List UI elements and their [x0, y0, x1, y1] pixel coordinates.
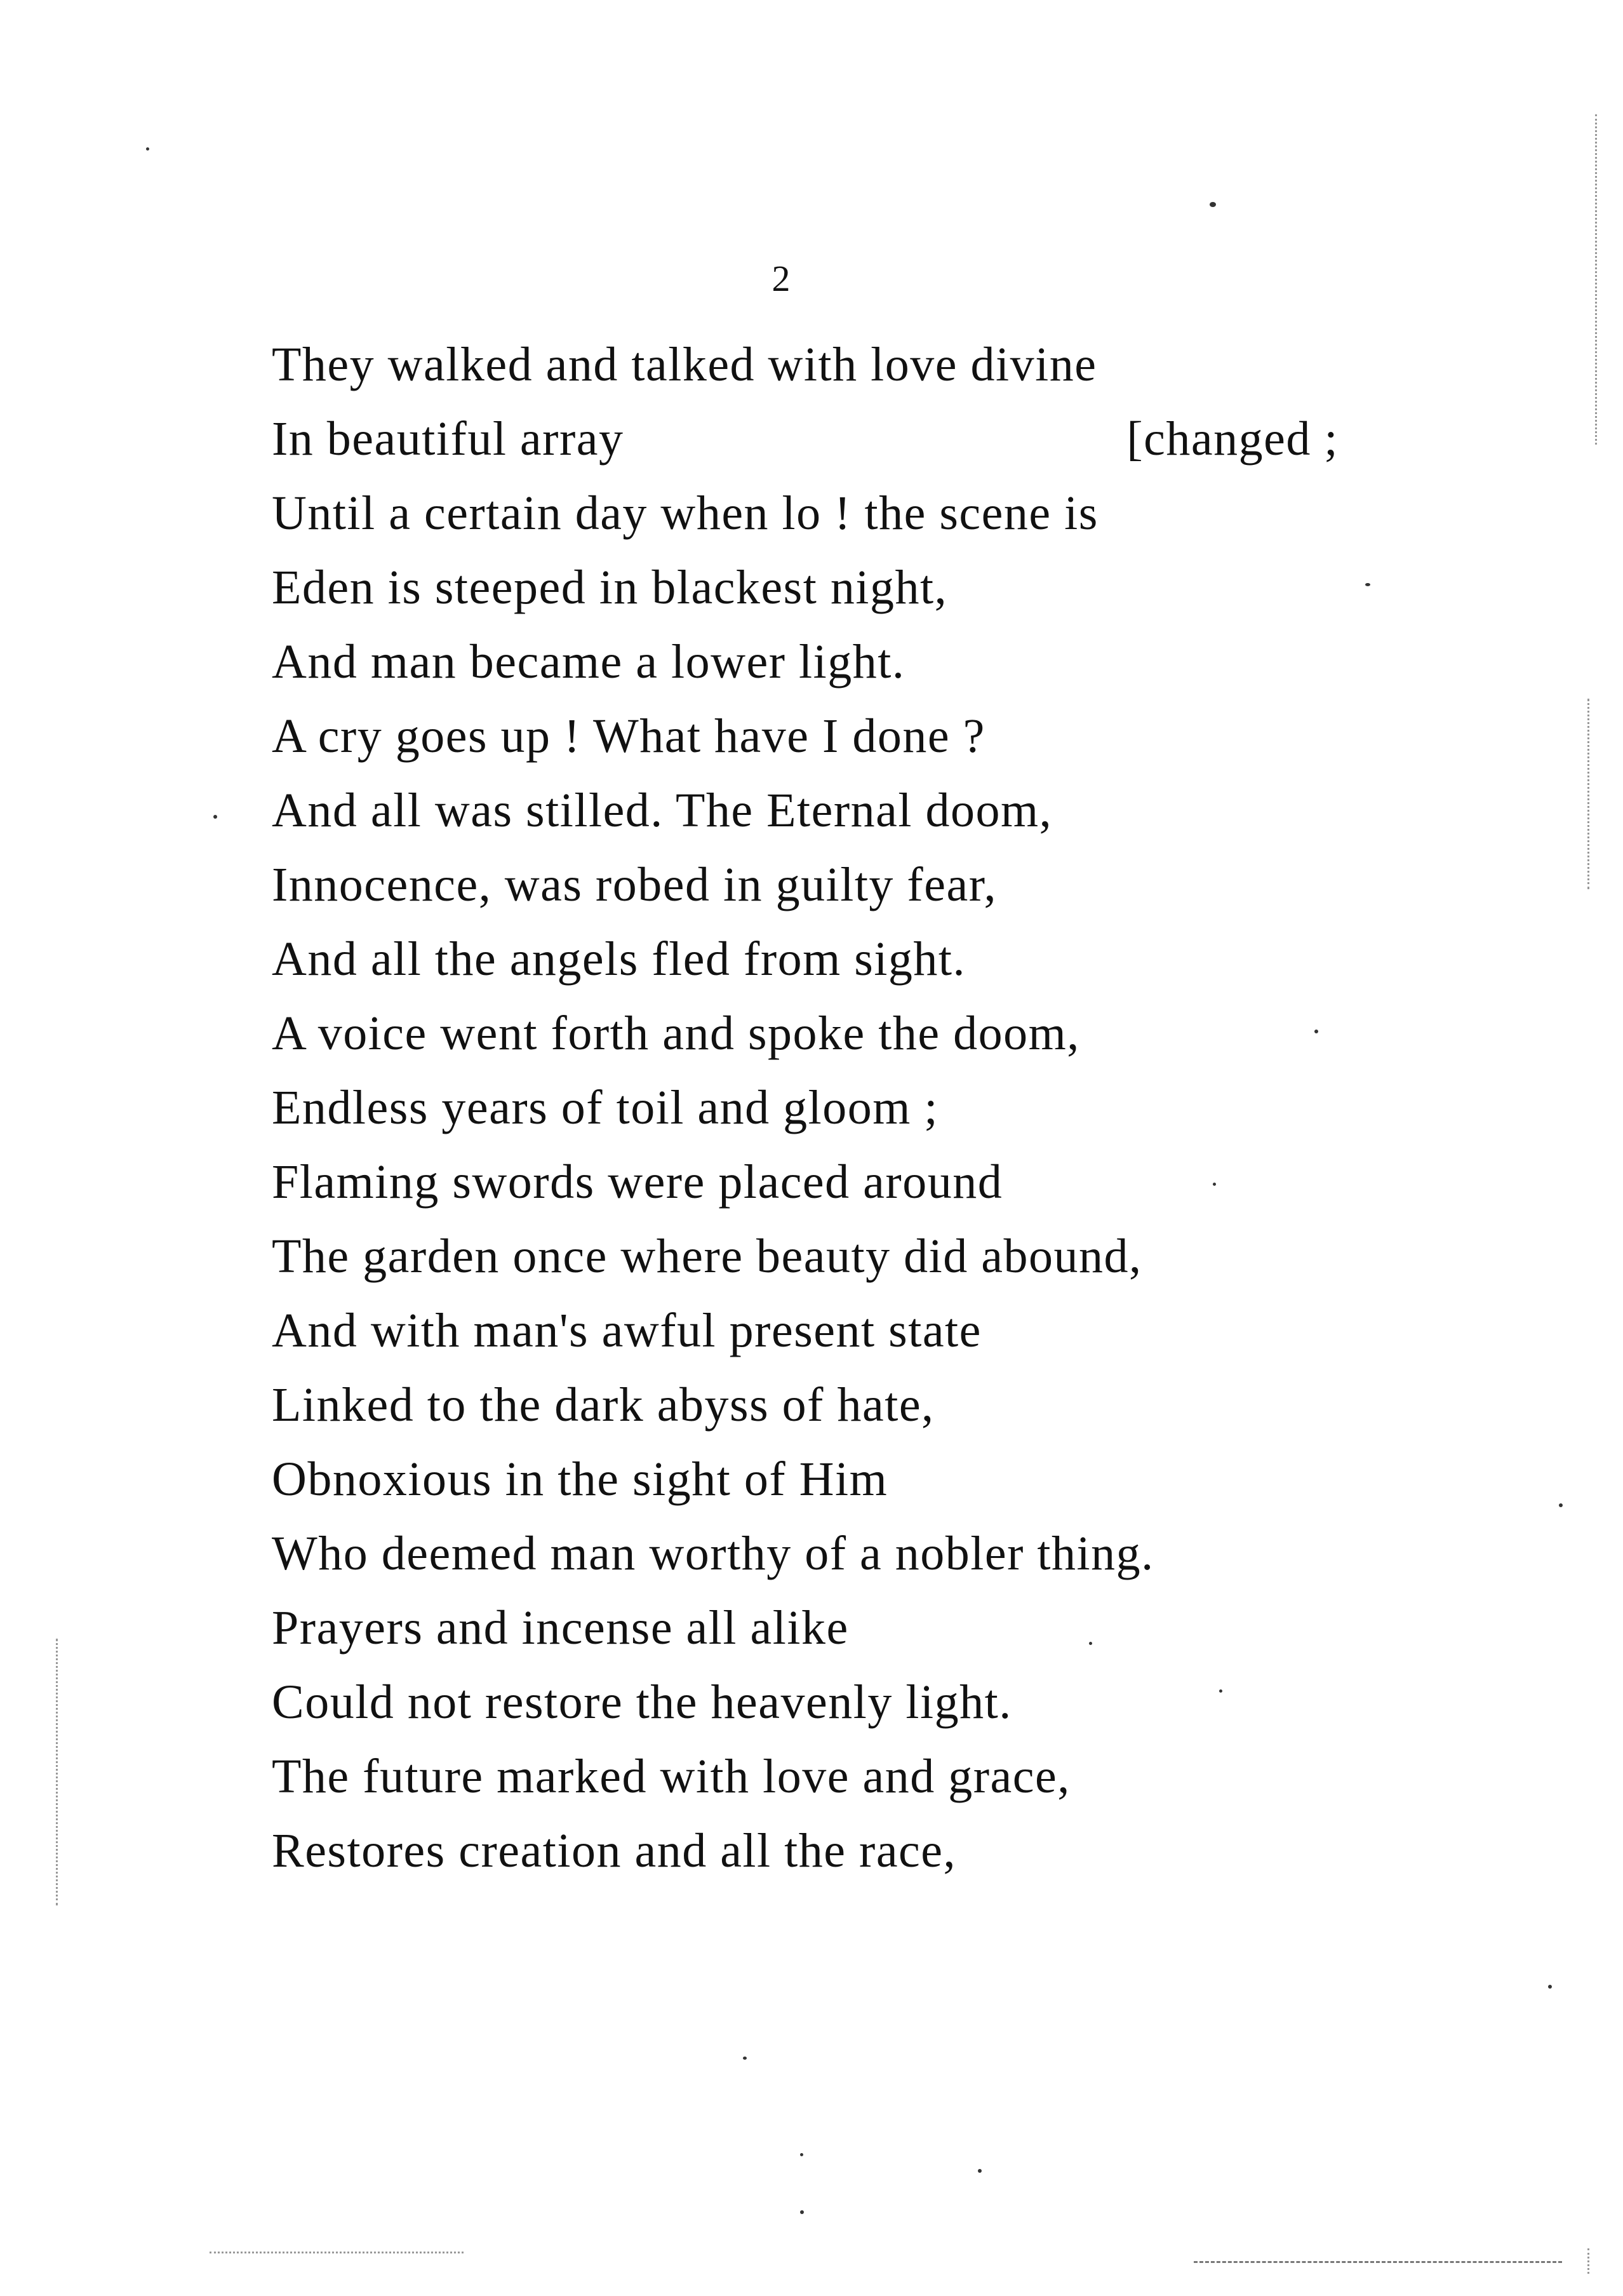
poem-line-text: Endless years of toil and gloom ; [272, 1081, 939, 1134]
scan-speck [1210, 202, 1216, 207]
scan-bottom-noise [210, 2252, 464, 2253]
poem-line [272, 1071, 1339, 1145]
poem-line-text: Restores creation and all the race, [272, 1824, 957, 1877]
poem-line [272, 625, 1339, 699]
poem-line-text: A cry goes up ! What have I done ? [272, 709, 985, 763]
poem-line [272, 1591, 1339, 1665]
poem-line-text: In beautiful array [272, 412, 624, 466]
poem-line [272, 848, 1339, 922]
poem-line-text: Eden is steeped in blackest night, [272, 561, 948, 614]
poem-line-turnover: [changed ; [1126, 412, 1339, 466]
poem-line [272, 1442, 1339, 1517]
scan-speck [743, 2057, 747, 2060]
poem-line [272, 476, 1339, 551]
poem-line-text: And with man's awful present state [272, 1304, 982, 1357]
poem-line [272, 1368, 1339, 1442]
scan-speck [1548, 1985, 1552, 1989]
poem-line-text: And man became a lower light. [272, 635, 905, 688]
poem-line [272, 1517, 1339, 1591]
scan-bottom-noise [1194, 2261, 1562, 2263]
poem-line [272, 1814, 1339, 1888]
scan-edge-noise [1587, 2248, 1589, 2274]
scan-speck [800, 2210, 804, 2214]
poem-line-text: Flaming swords were placed around [272, 1155, 1003, 1209]
poem-line-text: Linked to the dark abyss of hate, [272, 1378, 935, 1432]
poem-line [272, 402, 1339, 476]
poem-line [272, 551, 1339, 625]
poem-line-text: They walked and talked with love divine [272, 338, 1097, 391]
poem-text [272, 328, 1339, 1888]
poem-line [272, 922, 1339, 997]
poem-line-text: And all the angels fled from sight. [272, 932, 966, 986]
poem-line [272, 774, 1339, 848]
poem-line-text: Who deemed man worthy of a nobler thing. [272, 1527, 1154, 1580]
poem-line-text: A voice went forth and spoke the doom, [272, 1007, 1080, 1060]
poem-line-text: Until a certain day when lo ! the scene is [272, 487, 1099, 540]
scan-speck [978, 2169, 982, 2173]
scan-speck [1365, 583, 1370, 586]
scan-edge-noise [1595, 114, 1597, 445]
poem-line-text: Prayers and incense all alike [272, 1601, 849, 1655]
poem-line-text: Could not restore the heavenly light. [272, 1675, 1012, 1729]
poem-line-text: And all was stilled. The Eternal doom, [272, 784, 1053, 837]
scan-edge-noise [56, 1639, 58, 1905]
poem-line [272, 1145, 1339, 1219]
scan-speck [146, 147, 149, 151]
poem-line [272, 1740, 1339, 1814]
poem-line [272, 1665, 1339, 1740]
poem-line-text: The future marked with love and grace, [272, 1750, 1071, 1803]
poem-line-text: Innocence, was robed in guilty fear, [272, 858, 997, 911]
scan-speck [1559, 1503, 1563, 1507]
poem-line-text: Obnoxious in the sight of Him [272, 1453, 888, 1506]
scan-edge-noise [1587, 699, 1589, 889]
poem-line [272, 1294, 1339, 1368]
scan-speck [800, 2153, 803, 2156]
poem-line [272, 699, 1339, 774]
poem-line-text: The garden once where beauty did abound, [272, 1230, 1142, 1283]
poem-line [272, 328, 1339, 402]
page-number: 2 [771, 258, 791, 299]
poem-line [272, 1219, 1339, 1294]
scan-speck [213, 815, 217, 819]
poem-line [272, 997, 1339, 1071]
